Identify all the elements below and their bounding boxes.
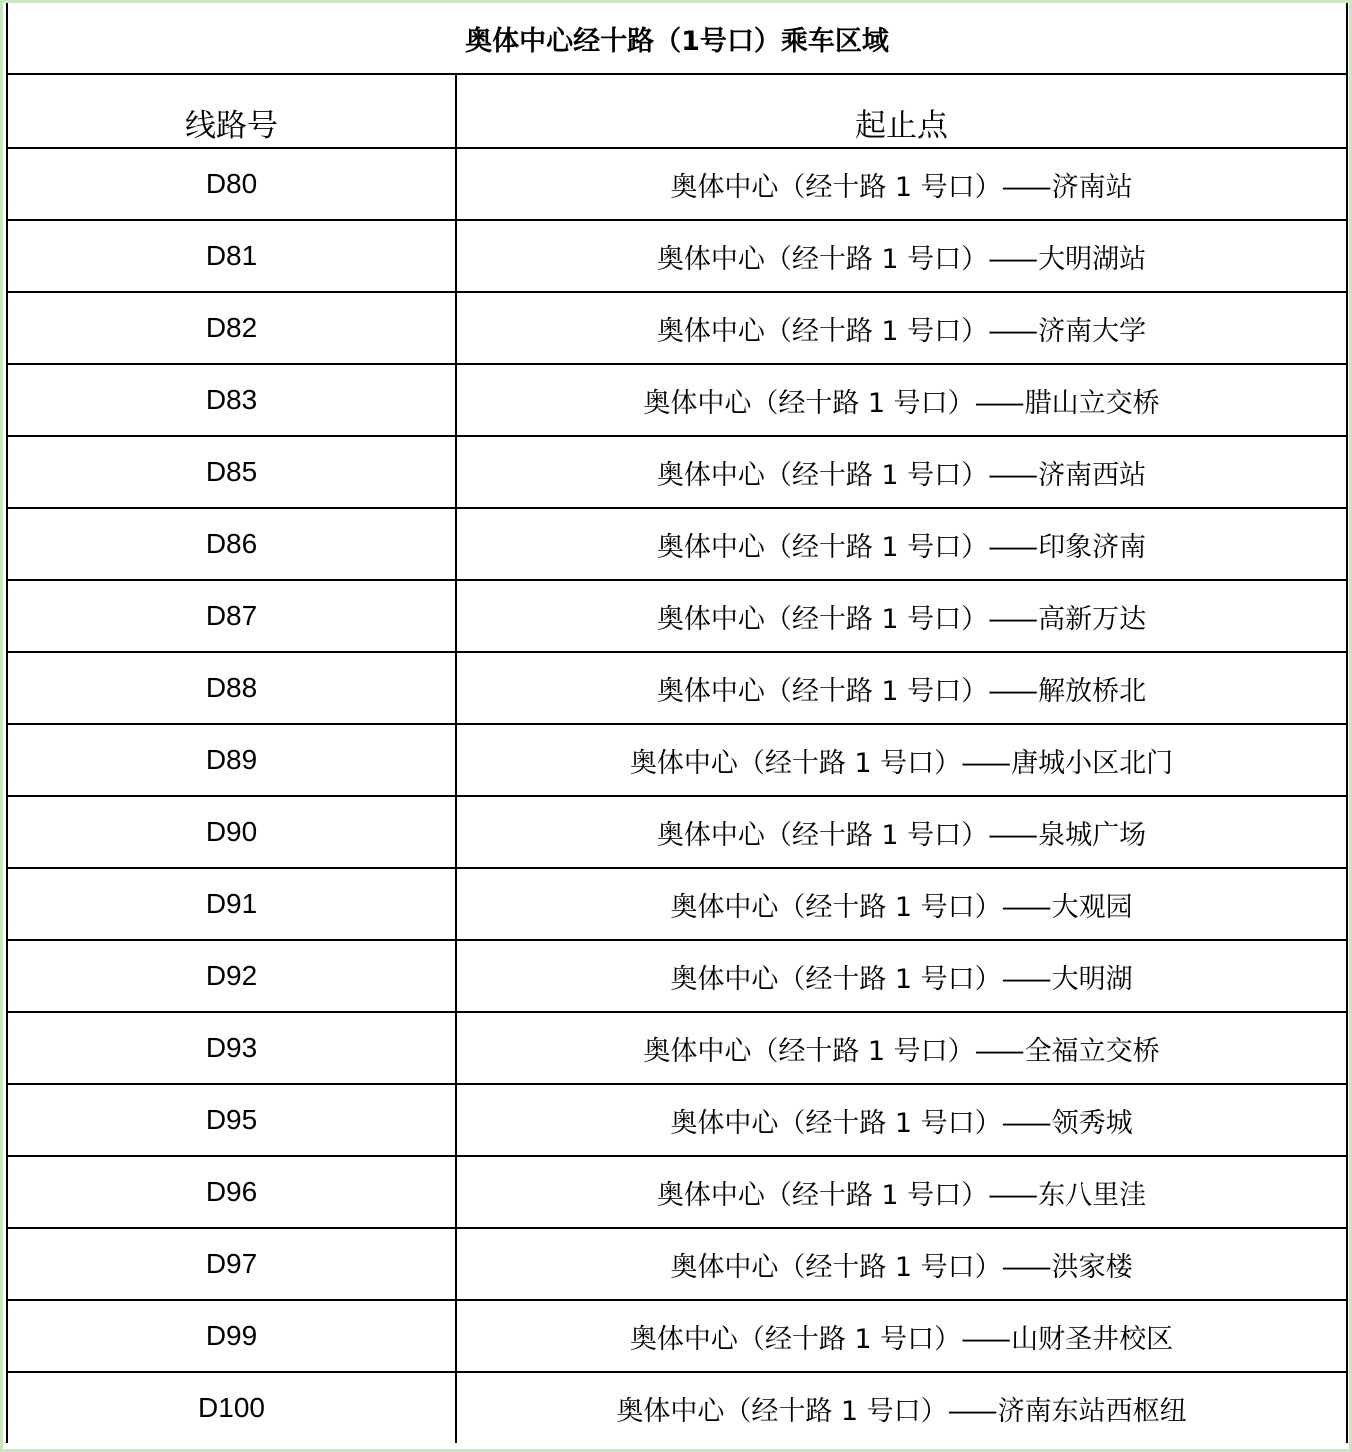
line-number-cell: D95 bbox=[7, 1084, 456, 1156]
start-point: 奥体中心（经十路 1 号口） bbox=[656, 819, 989, 851]
table-body bbox=[7, 148, 1347, 1443]
start-point: 奥体中心（经十路 1 号口） bbox=[670, 963, 1002, 995]
start-point: 奥体中心（经十路 1 号口） bbox=[656, 603, 989, 635]
line-number-cell: D82 bbox=[7, 292, 456, 364]
route-separator: —— bbox=[974, 387, 1021, 419]
end-point: 济南大学 bbox=[1038, 315, 1147, 347]
line-number-cell: D85 bbox=[7, 436, 456, 508]
end-point: 解放桥北 bbox=[1038, 675, 1147, 707]
end-point: 唐城小区北门 bbox=[1011, 747, 1174, 779]
table-row bbox=[7, 580, 1347, 652]
route-separator: —— bbox=[1001, 963, 1048, 995]
start-point: 奥体中心（经十路 1 号口） bbox=[656, 675, 989, 707]
start-point: 奥体中心（经十路 1 号口） bbox=[656, 243, 989, 275]
start-point: 奥体中心（经十路 1 号口） bbox=[656, 459, 989, 491]
line-number-cell: D88 bbox=[7, 652, 456, 724]
line-number-cell: D83 bbox=[7, 364, 456, 436]
line-number-cell: D93 bbox=[7, 1012, 456, 1084]
header-start-end: 起止点 bbox=[456, 74, 1347, 148]
start-point: 奥体中心（经十路 1 号口） bbox=[643, 1035, 975, 1067]
end-point: 大明湖站 bbox=[1038, 243, 1147, 275]
route-separator: —— bbox=[988, 603, 1035, 635]
end-point: 腊山立交桥 bbox=[1024, 387, 1160, 419]
start-end-cell bbox=[456, 1012, 1347, 1084]
start-end-cell bbox=[456, 148, 1347, 220]
end-point: 全福立交桥 bbox=[1024, 1035, 1160, 1067]
route-separator: —— bbox=[1001, 1251, 1048, 1283]
table-title-row bbox=[7, 3, 1347, 74]
table-row bbox=[7, 796, 1347, 868]
line-number-cell: D100 bbox=[7, 1372, 456, 1443]
table-row bbox=[7, 1228, 1347, 1300]
table-row bbox=[7, 940, 1347, 1012]
start-point: 奥体中心（经十路 1 号口） bbox=[629, 1323, 962, 1355]
table-row bbox=[7, 1372, 1347, 1443]
start-end-cell bbox=[456, 724, 1347, 796]
start-end-cell bbox=[456, 220, 1347, 292]
route-separator: —— bbox=[1001, 891, 1048, 923]
table-row bbox=[7, 148, 1347, 220]
start-end-cell bbox=[456, 436, 1347, 508]
start-end-cell bbox=[456, 508, 1347, 580]
route-separator: —— bbox=[988, 1179, 1035, 1211]
route-table bbox=[6, 3, 1348, 1443]
end-point: 泉城广场 bbox=[1038, 819, 1147, 851]
table-row bbox=[7, 1084, 1347, 1156]
line-number-cell: D81 bbox=[7, 220, 456, 292]
route-separator: —— bbox=[1001, 1107, 1048, 1139]
start-end-cell bbox=[456, 1372, 1347, 1443]
end-point: 洪家楼 bbox=[1051, 1251, 1133, 1283]
start-end-cell bbox=[456, 364, 1347, 436]
table-title: 奥体中心经十路（1号口）乘车区域 bbox=[7, 3, 1347, 74]
header-line-number: 线路号 bbox=[7, 74, 456, 148]
start-end-cell bbox=[456, 940, 1347, 1012]
route-separator: —— bbox=[988, 819, 1035, 851]
start-end-cell bbox=[456, 1084, 1347, 1156]
end-point: 山财圣井校区 bbox=[1011, 1323, 1174, 1355]
route-separator: —— bbox=[988, 243, 1035, 275]
line-number-cell: D87 bbox=[7, 580, 456, 652]
route-separator: —— bbox=[988, 531, 1035, 563]
route-separator: —— bbox=[988, 315, 1035, 347]
line-number-cell: D92 bbox=[7, 940, 456, 1012]
start-point: 奥体中心（经十路 1 号口） bbox=[670, 1107, 1002, 1139]
start-point: 奥体中心（经十路 1 号口） bbox=[656, 531, 989, 563]
end-point: 东八里洼 bbox=[1038, 1179, 1147, 1211]
end-point: 印象济南 bbox=[1038, 531, 1147, 563]
start-point: 奥体中心（经十路 1 号口） bbox=[656, 315, 989, 347]
table-row bbox=[7, 1012, 1347, 1084]
start-end-cell bbox=[456, 796, 1347, 868]
start-point: 奥体中心（经十路 1 号口） bbox=[670, 891, 1002, 923]
end-point: 大明湖 bbox=[1051, 963, 1133, 995]
line-number-cell: D91 bbox=[7, 868, 456, 940]
start-end-cell bbox=[456, 292, 1347, 364]
start-point: 奥体中心（经十路 1 号口） bbox=[656, 1179, 989, 1211]
start-point: 奥体中心（经十路 1 号口） bbox=[616, 1395, 948, 1427]
table-row bbox=[7, 292, 1347, 364]
table-row bbox=[7, 364, 1347, 436]
line-number-cell: D90 bbox=[7, 796, 456, 868]
route-separator: —— bbox=[947, 1395, 994, 1427]
table-row bbox=[7, 508, 1347, 580]
route-separator: —— bbox=[988, 459, 1035, 491]
start-point: 奥体中心（经十路 1 号口） bbox=[670, 171, 1002, 203]
end-point: 济南站 bbox=[1051, 171, 1133, 203]
start-end-cell bbox=[456, 1300, 1347, 1372]
line-number-cell: D99 bbox=[7, 1300, 456, 1372]
table-row bbox=[7, 724, 1347, 796]
route-separator: —— bbox=[974, 1035, 1021, 1067]
line-number-cell: D86 bbox=[7, 508, 456, 580]
start-end-cell bbox=[456, 868, 1347, 940]
route-separator: —— bbox=[1001, 171, 1048, 203]
table-header-row bbox=[7, 74, 1347, 148]
end-point: 济南东站西枢纽 bbox=[997, 1395, 1187, 1427]
start-point: 奥体中心（经十路 1 号口） bbox=[670, 1251, 1002, 1283]
table-row bbox=[7, 1300, 1347, 1372]
line-number-cell: D96 bbox=[7, 1156, 456, 1228]
end-point: 济南西站 bbox=[1038, 459, 1147, 491]
start-end-cell bbox=[456, 1156, 1347, 1228]
line-number-cell: D80 bbox=[7, 148, 456, 220]
route-separator: —— bbox=[961, 747, 1008, 779]
start-point: 奥体中心（经十路 1 号口） bbox=[629, 747, 962, 779]
table-row bbox=[7, 652, 1347, 724]
end-point: 大观园 bbox=[1051, 891, 1133, 923]
route-separator: —— bbox=[988, 675, 1035, 707]
end-point: 领秀城 bbox=[1051, 1107, 1133, 1139]
line-number-cell: D97 bbox=[7, 1228, 456, 1300]
table-row bbox=[7, 220, 1347, 292]
route-separator: —— bbox=[961, 1323, 1008, 1355]
start-end-cell bbox=[456, 1228, 1347, 1300]
start-end-cell bbox=[456, 652, 1347, 724]
table-row bbox=[7, 436, 1347, 508]
line-number-cell: D89 bbox=[7, 724, 456, 796]
end-point: 高新万达 bbox=[1038, 603, 1147, 635]
table-row bbox=[7, 868, 1347, 940]
table-row bbox=[7, 1156, 1347, 1228]
start-point: 奥体中心（经十路 1 号口） bbox=[643, 387, 975, 419]
start-end-cell bbox=[456, 580, 1347, 652]
